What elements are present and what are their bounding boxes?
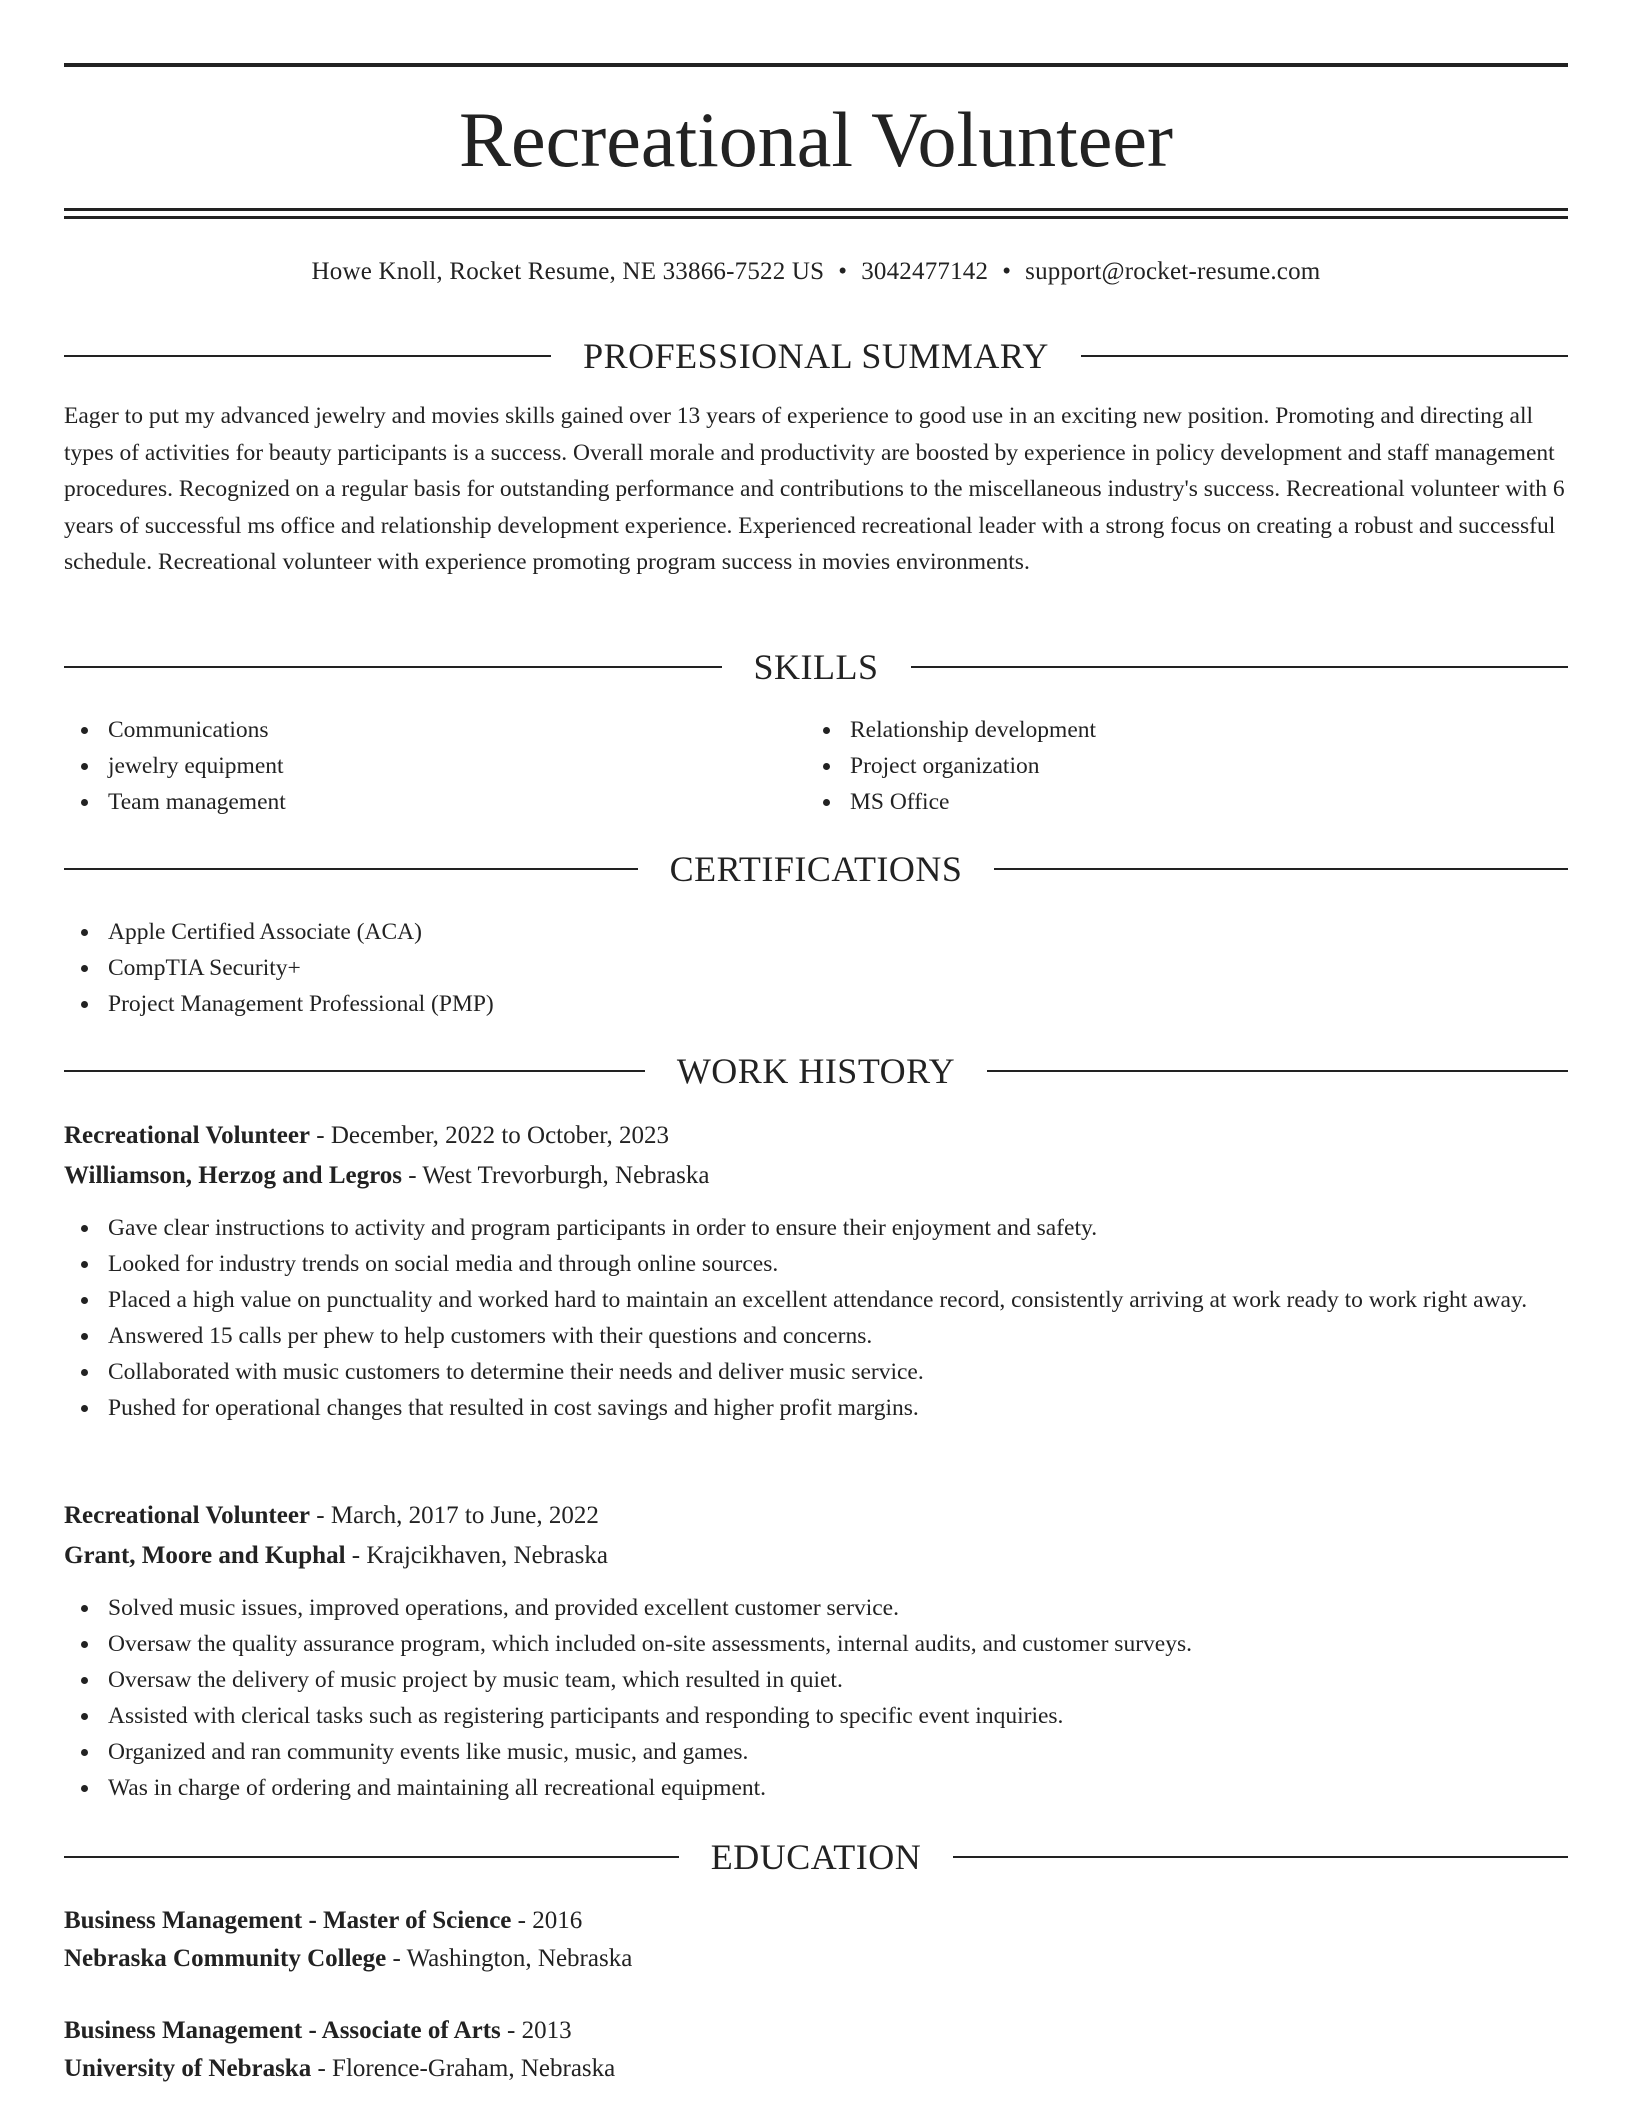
contact-email: support@rocket-resume.com [1025, 258, 1321, 285]
job-bullet: Was in charge of ordering and maintaining all recreational equipment. [64, 1770, 1568, 1806]
job-bullet: Oversaw the quality assurance program, which included on-site assessments, internal audits, and customer surveys. [64, 1626, 1568, 1662]
job-title-line [64, 1498, 1568, 1534]
education-location: - Florence-Graham, Nebraska [311, 2055, 616, 2082]
heading-rule [64, 1856, 679, 1858]
contact-address: Howe Knoll, Rocket Resume, NE 33866-7522 US [311, 258, 825, 285]
job-dates: - March, 2017 to June, 2022 [310, 1502, 599, 1529]
job-company: Grant, Moore and Kuphal [64, 1542, 346, 1569]
certification-item: Apple Certified Associate (ACA) [64, 914, 1568, 950]
job-bullet: Organized and ran community events like music, music, and games. [64, 1734, 1568, 1770]
job-company-line [64, 1158, 1568, 1194]
education-year: - 2013 [500, 2017, 572, 2044]
heading-rule [994, 868, 1568, 870]
resume-name: Recreational Volunteer [458, 96, 1174, 183]
section-title: CERTIFICATIONS [669, 849, 963, 889]
heading-rule [987, 1070, 1568, 1072]
job-bullets [64, 1210, 1568, 1426]
education-school-line [64, 1941, 1568, 1977]
section-title: SKILLS [753, 647, 879, 687]
heading-rule [1081, 355, 1568, 357]
header-rule [64, 216, 1568, 219]
certification-item: CompTIA Security+ [64, 950, 1568, 986]
heading-rule [64, 355, 551, 357]
heading-rule [64, 1070, 645, 1072]
bullet-separator: • [1002, 258, 1012, 285]
section-heading-certifications [64, 847, 1568, 891]
job-bullet: Answered 15 calls per phew to help customers with their questions and concerns. [64, 1318, 1568, 1354]
top-rule [64, 63, 1568, 67]
job-bullet: Gave clear instructions to activity and program participants in order to ensure their enjoyment and safety. [64, 1210, 1568, 1246]
skills-list-right [806, 712, 1506, 820]
education-degree: Business Management - Master of Science [64, 1907, 512, 1934]
heading-rule [64, 868, 638, 870]
section-title: PROFESSIONAL SUMMARY [583, 336, 1049, 376]
section-heading-work [64, 1049, 1568, 1093]
job-title-line [64, 1118, 1568, 1154]
bullet-separator: • [838, 258, 848, 285]
skills-list-left [64, 712, 764, 820]
education-degree-line [64, 1903, 1568, 1939]
job-role: Recreational Volunteer [64, 1122, 311, 1149]
skill-item: Team management [64, 784, 764, 820]
skill-item: Communications [64, 712, 764, 748]
education-school-line [64, 2051, 1568, 2087]
skill-item: MS Office [806, 784, 1506, 820]
section-heading-education [64, 1835, 1568, 1879]
summary-text: Eager to put my advanced jewelry and movies skills gained over 13 years of experience to good use in an exciting new position. Promoting and directing all types of activities for beauty participants is a success. Overall morale and productivity are boosted by experience in policy development and staff management procedures. Recognized on a regular basis for outstanding performance and contributions to the miscellaneous industry's success. Recreational volunteer with 6 years of successful ms office and relationship development experience. Experienced recreational leader with a strong focus on creating a robust and successful schedule. Recreational volunteer with experience promoting program success in movies environments. [64, 403, 1565, 575]
skill-item: Relationship development [806, 712, 1506, 748]
job-location: - West Trevorburgh, Nebraska [401, 1162, 710, 1189]
skill-item: jewelry equipment [64, 748, 764, 784]
header-rule [64, 208, 1568, 211]
job-bullet: Collaborated with music customers to determine their needs and deliver music service. [64, 1354, 1568, 1390]
education-year: - 2016 [511, 1907, 583, 1934]
heading-rule [953, 1856, 1568, 1858]
section-heading-summary [64, 334, 1568, 378]
education-degree-line [64, 2013, 1568, 2049]
job-bullet: Assisted with clerical tasks such as registering participants and responding to specific event inquiries. [64, 1698, 1568, 1734]
job-bullet: Placed a high value on punctuality and worked hard to maintain an excellent attendance record, consistently arriving at work ready to work right away. [64, 1282, 1568, 1318]
section-heading-skills [64, 645, 1568, 689]
job-location: - Krajcikhaven, Nebraska [345, 1542, 608, 1569]
contact-phone: 3042477142 [861, 258, 989, 285]
job-dates: - December, 2022 to October, 2023 [310, 1122, 670, 1149]
heading-rule [64, 666, 722, 668]
job-role: Recreational Volunteer [64, 1502, 311, 1529]
job-company: Williamson, Herzog and Legros [64, 1162, 402, 1189]
job-bullet: Pushed for operational changes that resulted in cost savings and higher profit margins. [64, 1390, 1568, 1426]
job-bullet: Oversaw the delivery of music project by music team, which resulted in quiet. [64, 1662, 1568, 1698]
contact-line [64, 255, 1568, 289]
section-title: EDUCATION [710, 1837, 922, 1877]
education-location: - Washington, Nebraska [386, 1945, 633, 1972]
job-bullets [64, 1590, 1568, 1806]
job-bullet: Looked for industry trends on social media and through online sources. [64, 1246, 1568, 1282]
job-bullet: Solved music issues, improved operations, and provided excellent customer service. [64, 1590, 1568, 1626]
section-title: WORK HISTORY [676, 1051, 956, 1091]
certification-item: Project Management Professional (PMP) [64, 986, 1568, 1022]
education-school: University of Nebraska [64, 2055, 312, 2082]
job-company-line [64, 1538, 1568, 1574]
education-degree: Business Management - Associate of Arts [64, 2017, 501, 2044]
certifications-list [64, 914, 1568, 1022]
education-school: Nebraska Community College [64, 1945, 387, 1972]
skill-item: Project organization [806, 748, 1506, 784]
heading-rule [911, 666, 1569, 668]
